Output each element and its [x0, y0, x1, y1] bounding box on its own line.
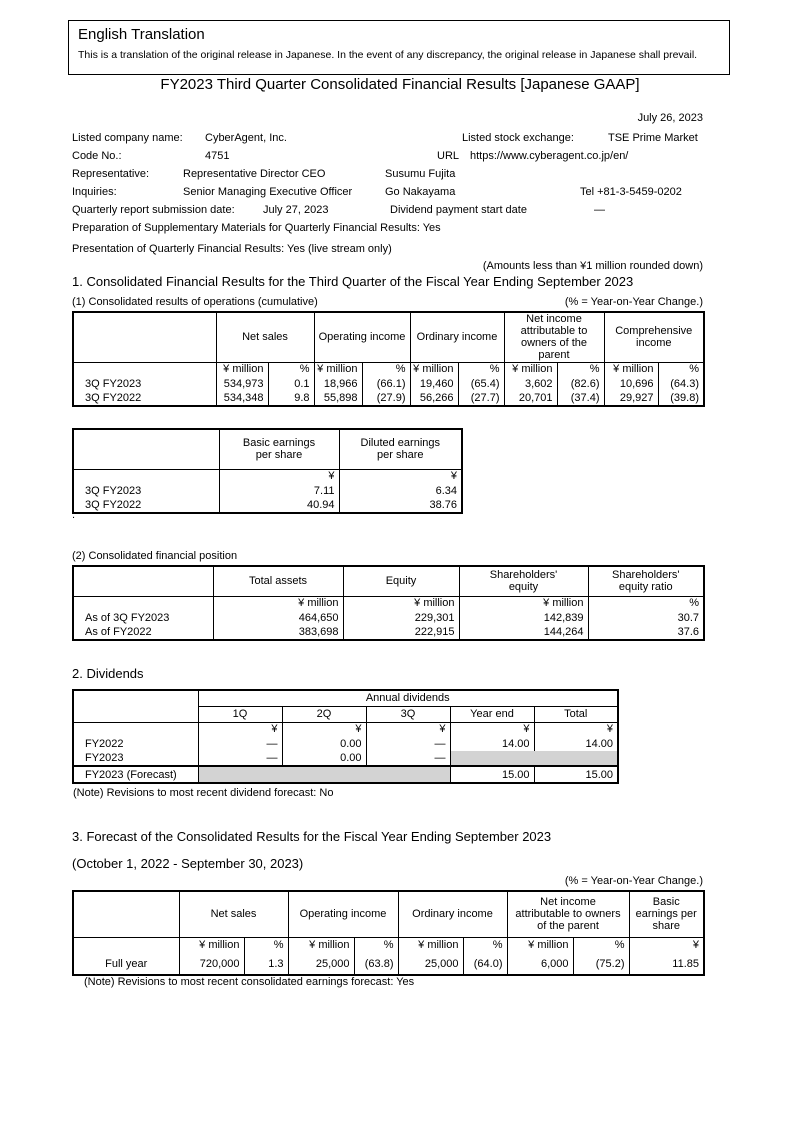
cell-value: 7.11 — [219, 483, 339, 498]
supplementary-materials-note: Preparation of Supplementary Materials for Quarterly Financial Results: Yes — [72, 222, 441, 234]
cell-value: 142,839 — [459, 610, 588, 625]
cell-value: 1.3 — [244, 953, 288, 975]
section1-heading: 1. Consolidated Financial Results for the Third Quarter of the Fiscal Year Ending September 2023 — [72, 274, 634, 289]
cell-value: 14.00 — [534, 736, 618, 751]
column-header-label: Shareholders' equity — [489, 569, 558, 594]
results-table — [72, 311, 705, 407]
rounding-note: (Amounts less than ¥1 million rounded down) — [482, 260, 703, 272]
table-row — [73, 483, 462, 498]
unit-label: ¥ million — [288, 937, 354, 953]
cell-value: 3,602 — [504, 376, 557, 391]
unit-label: ¥ million — [179, 937, 244, 953]
section1-sub2-heading: (2) Consolidated financial position — [72, 550, 238, 562]
unit-label: % — [658, 362, 704, 376]
cell-value: 229,301 — [343, 610, 459, 625]
section2-heading: 2. Dividends — [72, 666, 144, 681]
representative-title: Representative Director CEO — [183, 168, 326, 180]
main-title: FY2023 Third Quarter Consolidated Financial Results [Japanese GAAP] — [160, 76, 640, 93]
empty-cell — [73, 596, 213, 610]
yoy-note-2: (% = Year-on-Year Change.) — [564, 875, 703, 887]
stray-period: . — [72, 509, 76, 521]
dividends-span-header-row — [73, 690, 618, 706]
table-row — [73, 610, 704, 625]
forecast-note: (Note) Revisions to most recent consolidated earnings forecast: Yes — [84, 976, 415, 988]
cell-value: 534,973 — [216, 376, 268, 391]
cell-value: 40.94 — [219, 498, 339, 513]
cell-value: 720,000 — [179, 953, 244, 975]
column-header-label: Diluted earnings per share — [360, 437, 440, 462]
cell-value: 25,000 — [398, 953, 463, 975]
row-label: 3Q FY2022 — [73, 498, 219, 513]
unit-label: ¥ million — [398, 937, 463, 953]
yoy-note-1: (% = Year-on-Year Change.) — [564, 296, 703, 308]
unit-label: % — [362, 362, 410, 376]
column-header — [629, 891, 704, 937]
column-header-label: Basic earnings per share — [242, 437, 316, 462]
cell-value: (37.4) — [557, 391, 604, 406]
column-header — [507, 891, 629, 937]
representative-name: Susumu Fujita — [385, 168, 456, 180]
results-header-row — [73, 312, 704, 362]
section3-period: (October 1, 2022 - September 30, 2023) — [72, 856, 304, 871]
report-date: July 26, 2023 — [637, 112, 703, 124]
empty-cell — [73, 722, 198, 736]
unit-label: ¥ — [219, 469, 339, 483]
row-label: FY2022 — [73, 736, 198, 751]
corner-cell — [73, 891, 179, 937]
url-value: https://www.cyberagent.co.jp/en/ — [470, 150, 629, 162]
tel-value: Tel +81-3-5459-0202 — [580, 186, 682, 198]
column-header-label: Equity — [385, 575, 417, 588]
translation-box — [68, 20, 730, 75]
column-header — [588, 566, 704, 596]
column-header — [398, 891, 507, 937]
column-header — [459, 566, 588, 596]
row-label: 3Q FY2022 — [73, 391, 216, 406]
unit-label: ¥ million — [410, 362, 458, 376]
cell-value: — — [366, 736, 450, 751]
unit-label: ¥ million — [504, 362, 557, 376]
translation-box-title: English Translation — [78, 26, 205, 43]
cell-value: 18,966 — [314, 376, 362, 391]
unit-label: ¥ — [339, 469, 462, 483]
cell-value: 20,701 — [504, 391, 557, 406]
cell-value: 15.00 — [450, 766, 534, 783]
cell-value: — — [198, 736, 282, 751]
dividend-note: (Note) Revisions to most recent dividend forecast: No — [73, 787, 334, 799]
unit-label: ¥ — [534, 722, 618, 736]
cell-value: — — [366, 751, 450, 766]
row-label: FY2023 — [73, 751, 198, 766]
column-header-label: Operating income — [299, 908, 387, 921]
column-header — [179, 891, 288, 937]
stock-exchange-value: TSE Prime Market — [608, 132, 698, 144]
table-row — [73, 766, 618, 783]
unit-label: ¥ million — [343, 596, 459, 610]
column-header-label: Ordinary income — [416, 331, 498, 344]
column-header-label: Net sales — [242, 331, 288, 344]
column-header — [314, 312, 410, 362]
span-column-header: Annual dividends — [198, 690, 618, 706]
column-header-label: Basic earnings per share — [635, 896, 697, 933]
submission-date-value: July 27, 2023 — [263, 204, 329, 216]
unit-label: % — [458, 362, 504, 376]
cell-value: (63.8) — [354, 953, 398, 975]
inquiries-title: Senior Managing Executive Officer — [183, 186, 353, 198]
code-no-label: Code No.: — [72, 150, 122, 162]
cell-value: 6,000 — [507, 953, 573, 975]
listed-company-name-label: Listed company name: — [72, 132, 183, 144]
column-header-label: Net income attributable to owners of the parent — [515, 896, 621, 933]
cell-value: 144,264 — [459, 625, 588, 640]
row-label: Full year — [73, 953, 179, 975]
column-header — [343, 566, 459, 596]
unit-row — [73, 469, 462, 483]
table-row — [73, 953, 704, 975]
corner-cell — [73, 690, 198, 722]
column-header: Total — [534, 706, 618, 722]
column-header — [339, 429, 462, 469]
table-row — [73, 625, 704, 640]
section3-heading: 3. Forecast of the Consolidated Results for the Fiscal Year Ending September 2023 — [72, 829, 552, 844]
cell-value: 14.00 — [450, 736, 534, 751]
cell-value: 0.1 — [268, 376, 314, 391]
column-header — [216, 312, 314, 362]
cell-value: (65.4) — [458, 376, 504, 391]
corner-cell — [73, 312, 216, 362]
unit-label: ¥ million — [213, 596, 343, 610]
corner-cell — [73, 429, 219, 469]
row-label: 3Q FY2023 — [73, 483, 219, 498]
column-header: 2Q — [282, 706, 366, 722]
column-header-label: Ordinary income — [412, 908, 493, 921]
unit-label: % — [354, 937, 398, 953]
cell-value: 0.00 — [282, 751, 366, 766]
unit-label: % — [463, 937, 507, 953]
stock-exchange-label: Listed stock exchange: — [462, 132, 574, 144]
column-header-label: Shareholders' equity ratio — [611, 569, 680, 594]
unit-row — [73, 722, 618, 736]
unit-label: % — [573, 937, 629, 953]
column-header — [288, 891, 398, 937]
forecast-header-row — [73, 891, 704, 937]
unit-label: ¥ — [282, 722, 366, 736]
cell-value: (75.2) — [573, 953, 629, 975]
unit-label: % — [244, 937, 288, 953]
dividends-table — [72, 689, 619, 784]
column-header: 3Q — [366, 706, 450, 722]
cell-value: 29,927 — [604, 391, 658, 406]
unit-label: ¥ million — [604, 362, 658, 376]
cell-value: 534,348 — [216, 391, 268, 406]
inquiries-label: Inquiries: — [72, 186, 117, 198]
cell-value: (27.9) — [362, 391, 410, 406]
url-label: URL — [437, 150, 460, 162]
unit-row — [73, 596, 704, 610]
dividend-start-label: Dividend payment start date — [390, 204, 527, 216]
unit-label: % — [268, 362, 314, 376]
position-header-row — [73, 566, 704, 596]
cell-value: 383,698 — [213, 625, 343, 640]
shaded-cell — [534, 751, 618, 766]
table-row — [73, 736, 618, 751]
cell-value: (64.3) — [658, 376, 704, 391]
cell-value: 6.34 — [339, 483, 462, 498]
cell-value: (66.1) — [362, 376, 410, 391]
shaded-cell — [366, 766, 450, 783]
unit-label: ¥ — [366, 722, 450, 736]
column-header-label: Total assets — [248, 575, 308, 588]
column-header — [604, 312, 704, 362]
presentation-note: Presentation of Quarterly Financial Results: Yes (live stream only) — [72, 243, 392, 255]
column-header-label: Comprehensive income — [615, 325, 693, 350]
cell-value: 11.85 — [629, 953, 704, 975]
cell-value: 9.8 — [268, 391, 314, 406]
position-table — [72, 565, 705, 641]
cell-value: (39.8) — [658, 391, 704, 406]
shaded-cell — [282, 766, 366, 783]
row-label: As of 3Q FY2023 — [73, 610, 213, 625]
dividend-start-value: — — [594, 204, 605, 216]
representative-label: Representative: — [72, 168, 150, 180]
eps-table — [72, 428, 463, 514]
row-label: 3Q FY2023 — [73, 376, 216, 391]
cell-value: 10,696 — [604, 376, 658, 391]
shaded-cell — [450, 751, 534, 766]
section1-sub1-heading: (1) Consolidated results of operations (cumulative) — [72, 296, 318, 308]
cell-value: — — [198, 751, 282, 766]
table-row — [73, 751, 618, 766]
cell-value: 55,898 — [314, 391, 362, 406]
empty-cell — [73, 362, 216, 376]
column-header — [213, 566, 343, 596]
cell-value: 464,650 — [213, 610, 343, 625]
code-no-value: 4751 — [205, 150, 230, 162]
cell-value: 56,266 — [410, 391, 458, 406]
cell-value: 222,915 — [343, 625, 459, 640]
cell-value: 30.7 — [588, 610, 704, 625]
column-header-label: Net sales — [210, 908, 257, 921]
table-row — [73, 391, 704, 406]
unit-label: ¥ million — [507, 937, 573, 953]
unit-label: % — [588, 596, 704, 610]
shaded-cell — [198, 766, 282, 783]
unit-row — [73, 362, 704, 376]
column-header — [504, 312, 604, 362]
unit-label: ¥ — [450, 722, 534, 736]
table-row — [73, 376, 704, 391]
empty-cell — [73, 469, 219, 483]
cell-value: 38.76 — [339, 498, 462, 513]
cell-value: (64.0) — [463, 953, 507, 975]
forecast-table — [72, 890, 705, 976]
column-header: 1Q — [198, 706, 282, 722]
row-label: As of FY2022 — [73, 625, 213, 640]
submission-date-label: Quarterly report submission date: — [72, 204, 235, 216]
column-header: Year end — [450, 706, 534, 722]
column-header-label: Net income attributable to owners of the parent — [520, 313, 588, 362]
unit-label: ¥ million — [314, 362, 362, 376]
corner-cell — [73, 566, 213, 596]
row-label: FY2023 (Forecast) — [73, 766, 198, 783]
unit-label: ¥ million — [216, 362, 268, 376]
inquiries-name: Go Nakayama — [385, 186, 456, 198]
unit-label: ¥ — [629, 937, 704, 953]
empty-cell — [73, 937, 179, 953]
table-row — [73, 498, 462, 513]
column-header-label: Operating income — [318, 331, 406, 344]
cell-value: (82.6) — [557, 376, 604, 391]
column-header — [219, 429, 339, 469]
unit-label: % — [557, 362, 604, 376]
translation-box-note: This is a translation of the original release in Japanese. In the event of any discrepancy, the original release in Japanese shall prevail. — [78, 49, 698, 61]
cell-value: 37.6 — [588, 625, 704, 640]
column-header — [410, 312, 504, 362]
cell-value: 0.00 — [282, 736, 366, 751]
cell-value: (27.7) — [458, 391, 504, 406]
cell-value: 25,000 — [288, 953, 354, 975]
cell-value: 19,460 — [410, 376, 458, 391]
unit-label: ¥ million — [459, 596, 588, 610]
unit-row — [73, 937, 704, 953]
cell-value: 15.00 — [534, 766, 618, 783]
eps-header-row — [73, 429, 462, 469]
unit-label: ¥ — [198, 722, 282, 736]
listed-company-name-value: CyberAgent, Inc. — [205, 132, 287, 144]
